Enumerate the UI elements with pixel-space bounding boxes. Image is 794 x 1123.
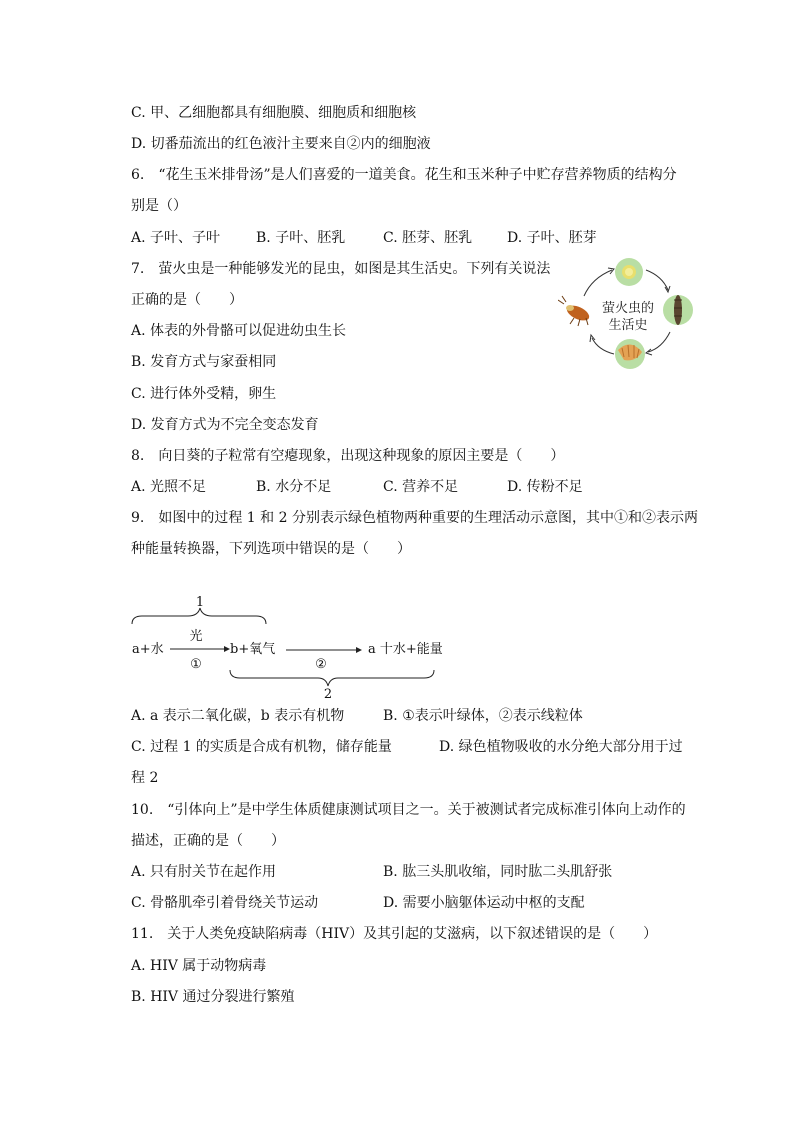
brace-label-2: 2 xyxy=(323,687,333,700)
q9-option-d-line2: 程 2 xyxy=(131,770,159,786)
photosynthesis-respiration-diagram xyxy=(128,590,458,700)
arrow-2-head xyxy=(356,647,362,653)
q10-option-a: A. 只有肘关节在起作用 xyxy=(131,864,277,880)
arrow-2-label-converter: ② xyxy=(315,657,327,672)
q9-stem-line1: 9. 如图中的过程 1 和 2 分别表示绿色植物两种重要的生理活动示意图，其中①和②表示两 xyxy=(131,510,698,526)
q6-option-b: B. 子叶、胚乳 xyxy=(256,230,346,246)
q6-option-a: A. 子叶、子叶 xyxy=(131,230,221,246)
firefly-life-cycle-figure xyxy=(558,256,698,374)
q10-stem-line1: 10. “引体向上”是中学生体质健康测试项目之一。关于被测试者完成标准引体向上动作的 xyxy=(131,802,686,818)
q6-stem-line1: 6. “花生玉米排骨汤”是人们喜爱的一道美食。花生和玉米种子中贮存营养物质的结构分 xyxy=(131,167,677,183)
q8-option-a: A. 光照不足 xyxy=(131,479,207,495)
q10-stem-line2: 描述，正确的是（ ） xyxy=(131,833,285,849)
q8-stem: 8. 向日葵的子粒常有空瘪现象，出现这种现象的原因主要是（ ） xyxy=(131,448,565,464)
q8-option-b: B. 水分不足 xyxy=(256,479,332,495)
q7-stem-line2: 正确的是（ ） xyxy=(131,292,243,308)
figure-label-line2: 生活史 xyxy=(608,318,648,333)
q7-option-a: A. 体表的外骨骼可以促进幼虫生长 xyxy=(131,323,347,339)
q9-option-c: C. 过程 1 的实质是合成有机物，储存能量 xyxy=(131,739,392,755)
q7-option-b: B. 发育方式与家蚕相同 xyxy=(131,354,277,370)
q8-option-c: C. 营养不足 xyxy=(383,479,459,495)
q9-option-a: A. a 表示二氧化碳，b 表示有机物 xyxy=(131,708,345,724)
q5-option-d: D. 切番茄流出的红色液汁主要来自②内的细胞液 xyxy=(131,136,431,152)
arrow-1-label-light: 光 xyxy=(189,629,203,644)
brace-label-1: 1 xyxy=(195,595,205,610)
product-text: a 十水+能量 xyxy=(368,642,443,657)
q9-option-b: B. ①表示叶绿体，②表示线粒体 xyxy=(383,708,583,724)
q11-stem: 11. 关于人类免疫缺陷病毒（HIV）及其引起的艾滋病，以下叙述错误的是（ ） xyxy=(131,926,658,942)
q9-stem-line2: 种能量转换器，下列选项中错误的是（ ） xyxy=(131,541,411,557)
q10-option-d: D. 需要小脑躯体运动中枢的支配 xyxy=(383,895,585,911)
q6-option-d: D. 子叶、胚芽 xyxy=(507,230,597,246)
adult-firefly-icon xyxy=(558,296,591,326)
q6-option-c: C. 胚芽、胚乳 xyxy=(383,230,473,246)
arrow-1-label-converter: ① xyxy=(190,657,202,672)
q6-stem-line2: 别是（） xyxy=(131,198,187,214)
q9-option-d-line1: D. 绿色植物吸收的水分绝大部分用于过 xyxy=(439,739,683,755)
q10-option-b: B. 肱三头肌收缩，同时肱二头肌舒张 xyxy=(383,864,613,880)
q5-option-c: C. 甲、乙细胞都具有细胞膜、细胞质和细胞核 xyxy=(131,105,417,121)
q11-option-b: B. HIV 通过分裂进行繁殖 xyxy=(131,989,295,1005)
brace-process-2 xyxy=(230,670,434,686)
q7-option-c: C. 进行体外受精，卵生 xyxy=(131,386,277,402)
q11-option-a: A. HIV 属于动物病毒 xyxy=(131,958,267,974)
intermediate-text: b+氧气 xyxy=(230,642,276,657)
q10-option-c: C. 骨骼肌牵引着骨绕关节运动 xyxy=(131,895,319,911)
brace-process-1 xyxy=(132,608,266,624)
reactant-text: a+水 xyxy=(132,642,164,657)
q8-option-d: D. 传粉不足 xyxy=(507,479,583,495)
figure-label-line1: 萤火虫的 xyxy=(601,301,655,316)
q7-option-d: D. 发育方式为不完全变态发育 xyxy=(131,417,319,433)
q7-stem-line1: 7. 萤火虫是一种能够发光的昆虫，如图是其生活史。下列有关说法 xyxy=(131,261,551,277)
